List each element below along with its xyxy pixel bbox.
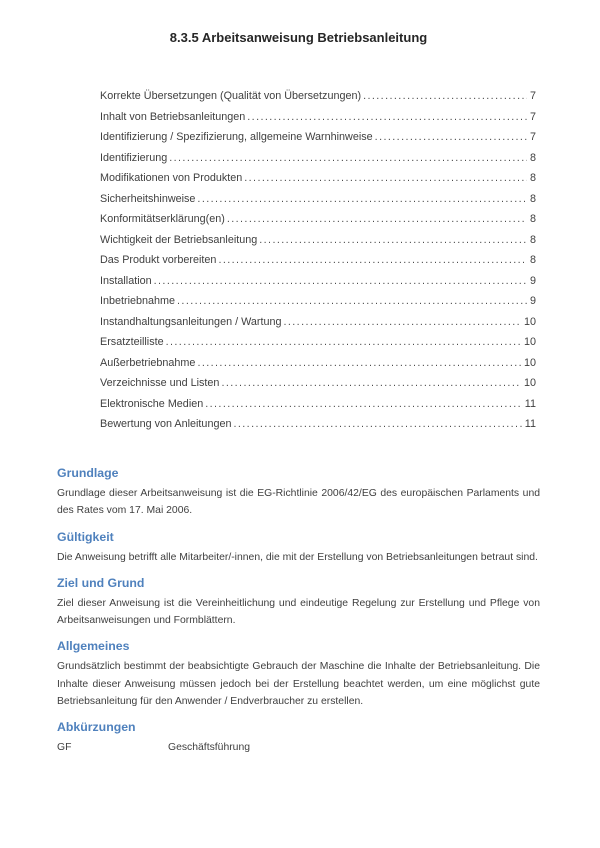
toc-entry (100, 91, 536, 102)
toc-entry (100, 378, 536, 389)
toc-entry (100, 173, 536, 184)
section-paragraph: Die Anweisung betrifft alle Mitarbeiter/-innen, die mit der Erstellung von Betriebsanleitungen betraut sind. (57, 551, 538, 563)
document-title: 8.3.5 Arbeitsanweisung Betriebsanleitung (169, 30, 428, 45)
toc-leader-dots (259, 235, 527, 246)
toc-leader-dots (197, 358, 521, 369)
toc-entry (100, 255, 536, 266)
section-heading: Grundlage (57, 466, 119, 480)
toc-entry (100, 132, 536, 143)
toc-leader-dots (177, 296, 527, 307)
toc-leader-dots (233, 419, 521, 430)
toc-entry-page-number: 8 (529, 151, 536, 164)
toc-entry-page-number: 10 (523, 356, 536, 369)
toc-entry-page-number: 8 (529, 172, 536, 184)
toc-leader-dots (244, 173, 527, 184)
section-paragraph: Grundlage dieser Arbeitsanweisung ist die EG-Richtlinie 2006/42/EG des europäischen Parlaments und des Rates vom 17. Mai 2006. (57, 488, 540, 517)
table-of-contents (100, 91, 536, 430)
toc-entry-label: Inhalt von Betriebsanleitungen (100, 110, 246, 123)
abbreviation-key: GF (57, 742, 72, 754)
toc-entry (100, 214, 536, 225)
toc-leader-dots (221, 378, 521, 389)
toc-entry-label: Konformitätserklärung(en) (100, 213, 225, 225)
toc-leader-dots (205, 399, 522, 410)
toc-leader-dots (154, 276, 527, 287)
toc-entry-page-number: 10 (523, 336, 536, 348)
toc-leader-dots (197, 194, 527, 205)
toc-entry-page-number: 10 (523, 377, 536, 389)
section-heading: Abkürzungen (57, 720, 136, 735)
toc-entry-page-number: 9 (529, 295, 536, 307)
section-paragraph: Grundsätzlich bestimmt der beabsichtigte Gebrauch der Maschine die Inhalte der Betriebsanleitung. Die Inhalte dieser Anweisung müssen jedoch bei der Erstellung beachtet werden, um eine möglichst gute Betriebsanleitung für den Anwender / Endverbraucher zu erstellen. (57, 661, 540, 708)
toc-entry (100, 296, 536, 307)
section-heading: Allgemeines (57, 639, 130, 654)
section-heading: Ziel und Grund (57, 575, 145, 590)
toc-entry-label: Identifizierung / Spezifizierung, allgemeine Warnhinweise (100, 131, 373, 143)
toc-entry-page-number: 8 (529, 233, 536, 246)
toc-leader-dots (247, 112, 527, 123)
section-paragraph: Ziel dieser Anweisung ist die Vereinheitlichung und eindeutige Regelung zur Erstellung und Pflege von Arbeitsanweisungen und Formblättern. (57, 597, 540, 627)
document-section (57, 530, 540, 566)
toc-entry-label: Identifizierung (100, 151, 168, 164)
toc-entry (100, 399, 536, 410)
toc-leader-dots (283, 317, 521, 328)
abbreviation-row (57, 739, 540, 756)
toc-entry-page-number: 8 (529, 213, 536, 225)
abbreviation-meaning: Geschäftsführung (168, 742, 251, 754)
toc-entry-label: Instandhaltungsanleitungen / Wartung (100, 315, 282, 328)
toc-entry (100, 112, 536, 123)
toc-leader-dots (363, 91, 527, 102)
toc-entry-label: Sicherheitshinweise (100, 192, 196, 205)
toc-leader-dots (227, 214, 527, 225)
toc-leader-dots (375, 132, 527, 143)
toc-entry-label: Wichtigkeit der Betriebsanleitung (100, 233, 258, 246)
document-section (57, 576, 540, 630)
toc-entry-page-number: 8 (529, 192, 536, 205)
toc-entry-page-number: 7 (529, 110, 536, 123)
toc-entry-label: Ersatzteilliste (100, 336, 164, 348)
toc-entry (100, 194, 536, 205)
toc-entry-label: Modifikationen von Produkten (100, 172, 243, 184)
document-section (57, 639, 540, 710)
toc-entry-label: Das Produkt vorbereiten (100, 254, 217, 266)
toc-entry-page-number: 11 (524, 397, 536, 410)
document-body (57, 466, 540, 757)
toc-entry-page-number: 11 (524, 418, 536, 430)
toc-entry-label: Außerbetriebnahme (100, 356, 196, 369)
toc-entry-page-number: 7 (529, 90, 536, 102)
document-section (57, 466, 540, 520)
toc-entry (100, 317, 536, 328)
toc-entry-page-number: 8 (529, 254, 536, 266)
toc-leader-dots (218, 255, 527, 266)
toc-leader-dots (166, 337, 521, 348)
toc-entry-label: Korrekte Übersetzungen (Qualität von Übersetzungen) (100, 90, 362, 102)
toc-entry (100, 153, 536, 164)
toc-entry (100, 337, 536, 348)
toc-entry-label: Installation (100, 274, 152, 287)
toc-entry-label: Inbetriebnahme (100, 295, 176, 307)
toc-entry-page-number: 10 (523, 315, 536, 328)
toc-leader-dots (169, 153, 527, 164)
toc-entry (100, 358, 536, 369)
toc-entry-label: Verzeichnisse und Listen (100, 377, 220, 389)
toc-entry (100, 235, 536, 246)
document-section (57, 720, 540, 756)
toc-entry-label: Elektronische Medien (100, 397, 204, 410)
toc-entry-page-number: 7 (529, 131, 536, 143)
toc-entry (100, 419, 536, 430)
toc-entry-page-number: 9 (529, 274, 536, 287)
toc-entry (100, 276, 536, 287)
section-heading: Gültigkeit (57, 529, 114, 544)
toc-entry-label: Bewertung von Anleitungen (100, 418, 232, 430)
